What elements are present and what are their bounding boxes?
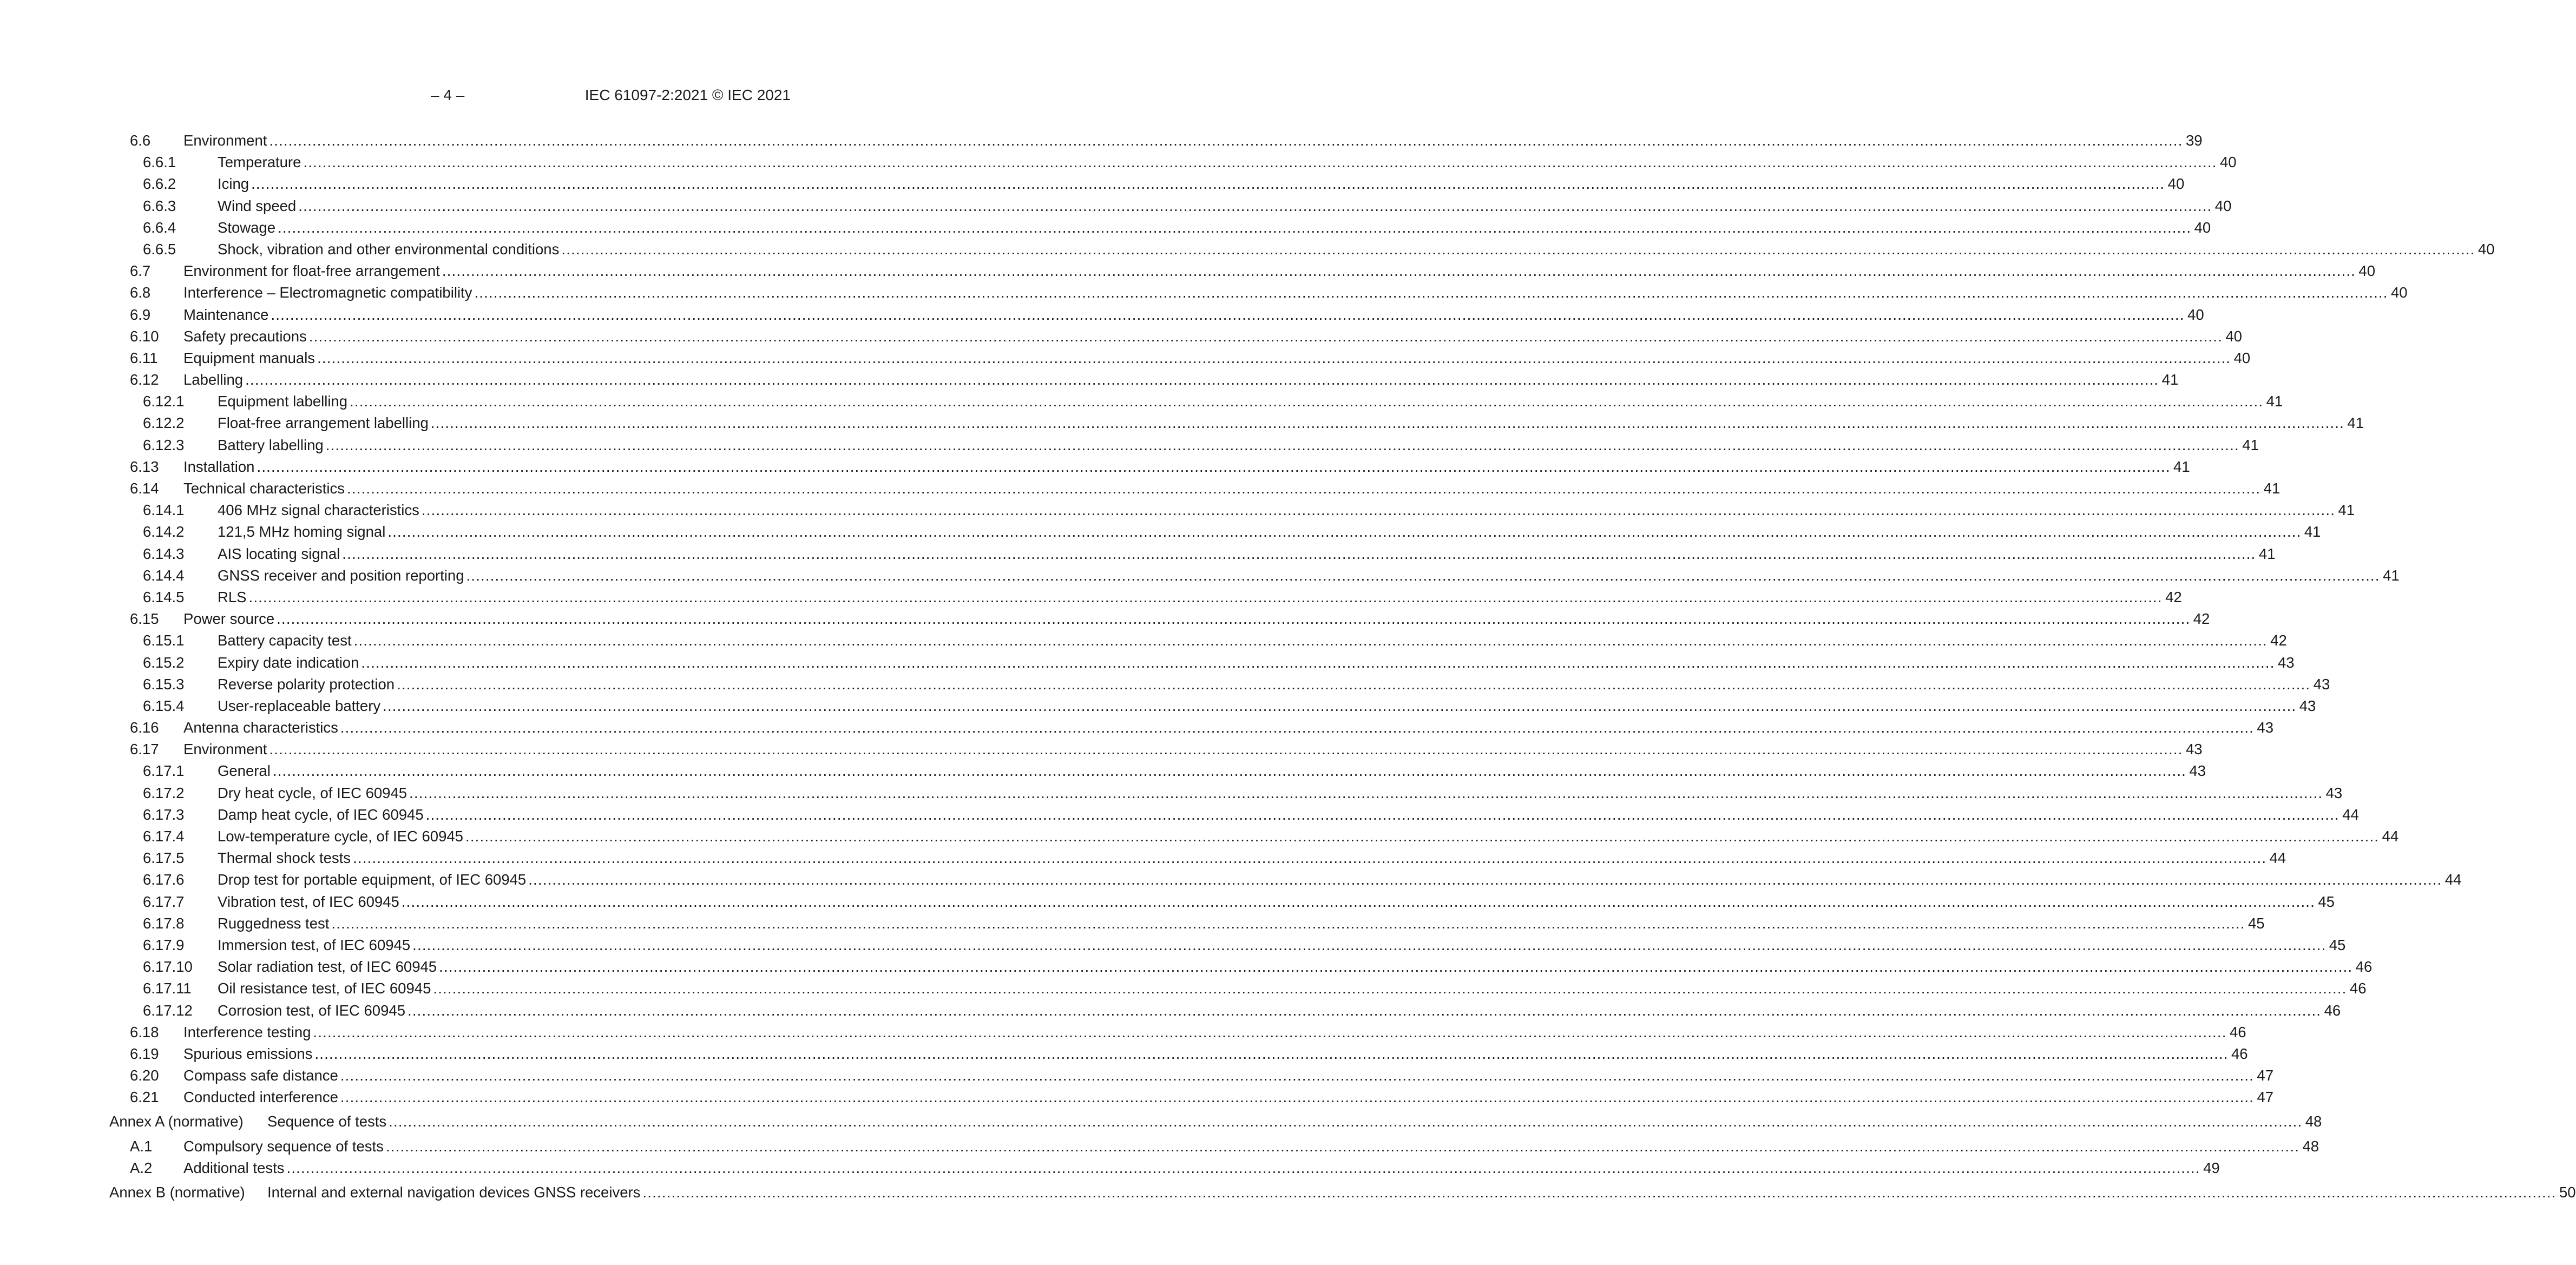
toc-entry-line	[218, 695, 2316, 717]
toc-entry-line	[183, 260, 2375, 282]
toc-entry-number: 6.13	[130, 458, 159, 475]
toc-entry-number: 6.21	[130, 1089, 159, 1106]
toc-entry-title: Ruggedness test	[218, 914, 330, 932]
toc-entry-line	[218, 869, 2462, 891]
toc-entry-number: 6.17.1	[143, 762, 185, 780]
toc-entry[interactable]	[0, 674, 2330, 695]
toc-dot-leader: ................................................................................................................................................................................................................................................................................................................................................................................................................	[251, 175, 2165, 193]
toc-entry-page: 40	[2225, 327, 2242, 345]
toc-entry-number: 6.15.4	[143, 697, 185, 714]
toc-entry-title: Labelling	[183, 371, 244, 388]
toc-entry-number: 6.12.3	[143, 436, 185, 453]
toc-entry[interactable]	[0, 239, 2495, 260]
toc-entry-number: 6.12	[130, 371, 159, 388]
toc-dot-leader: ................................................................................................................................................................................................................................................................................................................................................................................................................	[317, 349, 2231, 366]
toc-entry-title: Internal and external navigation devices GNSS receivers	[267, 1184, 641, 1201]
toc-entry-page: 49	[2203, 1159, 2220, 1176]
toc-entry[interactable]	[0, 499, 2355, 521]
toc-entry[interactable]	[0, 456, 2190, 478]
toc-entry[interactable]	[0, 369, 2179, 391]
toc-entry[interactable]	[0, 260, 2375, 282]
toc-entry[interactable]	[0, 304, 2204, 326]
toc-entry-number: 6.7	[130, 262, 151, 280]
toc-entry-line	[218, 412, 2364, 434]
toc-dot-leader: ................................................................................................................................................................................................................................................................................................................................................................................................................	[466, 566, 2380, 584]
toc-entry-number: 6.16	[130, 719, 159, 736]
toc-entry-page: 41	[2161, 371, 2179, 388]
toc-entry-title: 121,5 MHz homing signal	[218, 523, 386, 541]
toc-entry-number: 6.19	[130, 1045, 159, 1062]
toc-dot-leader: ................................................................................................................................................................................................................................................................................................................................................................................................................	[277, 610, 2191, 628]
toc-entry-page: 46	[2324, 1002, 2341, 1019]
toc-entry-page: 40	[2478, 240, 2495, 258]
toc-entry[interactable]	[0, 652, 2295, 674]
toc-entry-title: Float-free arrangement labelling	[218, 414, 429, 432]
toc-entry-page: 40	[2358, 262, 2375, 280]
toc-entry-line	[218, 565, 2400, 587]
toc-entry-title: Oil resistance test, of IEC 60945	[218, 980, 431, 997]
toc-entry-page: 41	[2173, 458, 2190, 475]
page-number: – 4 –	[431, 87, 465, 103]
toc-entry-number: 6.10	[130, 327, 159, 345]
toc-entry-page: 41	[2347, 414, 2364, 432]
toc-entry-title: Dry heat cycle, of IEC 60945	[218, 784, 408, 801]
toc-entry-title: AIS locating signal	[218, 545, 340, 562]
toc-entry-page: 43	[2189, 762, 2206, 780]
toc-entry[interactable]	[0, 782, 2343, 804]
toc-dot-leader: ................................................................................................................................................................................................................................................................................................................................................................................................................	[401, 893, 2315, 910]
table-of-contents	[0, 130, 2576, 1203]
toc-entry-line	[267, 1111, 2322, 1132]
toc-entry-line	[183, 478, 2281, 499]
toc-entry-number: 6.17.6	[143, 871, 185, 888]
toc-entry-line	[218, 760, 2206, 782]
toc-entry-page: 48	[2305, 1113, 2322, 1130]
toc-entry-page: 48	[2302, 1137, 2319, 1155]
toc-entry-title: Equipment labelling	[218, 393, 348, 410]
toc-entry-page: 42	[2270, 632, 2287, 649]
toc-dot-leader: ................................................................................................................................................................................................................................................................................................................................................................................................................	[269, 132, 2183, 149]
toc-entry-title: User-replaceable battery	[218, 697, 381, 714]
toc-entry-line	[218, 543, 2276, 565]
toc-entry-number: 6.17.8	[143, 914, 185, 932]
toc-entry-page: 43	[2313, 675, 2330, 693]
toc-dot-leader: ................................................................................................................................................................................................................................................................................................................................................................................................................	[421, 502, 2336, 519]
toc-entry-line	[218, 1000, 2341, 1022]
toc-entry[interactable]	[0, 978, 2367, 999]
toc-entry-title: Technical characteristics	[183, 480, 345, 497]
toc-entry-line	[218, 173, 2185, 195]
toc-dot-leader: ................................................................................................................................................................................................................................................................................................................................................................................................................	[361, 654, 2275, 671]
toc-entry-page: 41	[2242, 436, 2259, 453]
toc-entry-page: 40	[2219, 154, 2237, 171]
toc-entry-number: 6.6.5	[143, 240, 176, 258]
toc-entry[interactable]	[0, 521, 2321, 543]
toc-entry-title: Additional tests	[183, 1159, 285, 1176]
toc-entry-number: 6.17.4	[143, 828, 185, 845]
toc-entry[interactable]	[0, 1000, 2341, 1022]
toc-entry-page: 43	[2185, 741, 2203, 758]
toc-entry-page: 46	[2231, 1045, 2248, 1062]
toc-entry-title: Drop test for portable equipment, of IEC 60945	[218, 871, 527, 888]
toc-entry-line	[218, 674, 2330, 695]
toc-entry-page: 46	[2355, 958, 2373, 976]
toc-entry-number: 6.14.5	[143, 588, 185, 605]
toc-entry-page: 46	[2349, 980, 2367, 997]
toc-entry-line	[183, 608, 2210, 630]
toc-entry[interactable]	[0, 347, 2251, 369]
toc-entry-line	[183, 326, 2242, 347]
toc-entry-title: Temperature	[218, 154, 301, 171]
toc-entry-title: Wind speed	[218, 197, 297, 214]
toc-dot-leader: ................................................................................................................................................................................................................................................................................................................................................................................................................	[340, 719, 2254, 736]
toc-dot-leader: ................................................................................................................................................................................................................................................................................................................................................................................................................	[340, 1067, 2254, 1084]
toc-entry-page: 41	[2263, 480, 2281, 497]
toc-entry[interactable]	[0, 826, 2399, 847]
toc-dot-leader: ................................................................................................................................................................................................................................................................................................................................................................................................................	[385, 1137, 2300, 1155]
toc-entry-title: Expiry date indication	[218, 654, 359, 671]
toc-dot-leader: ................................................................................................................................................................................................................................................................................................................................................................................................................	[430, 414, 2344, 432]
toc-entry-number: 6.20	[130, 1067, 159, 1084]
toc-entry[interactable]	[0, 804, 2359, 826]
toc-entry[interactable]	[0, 1157, 2220, 1179]
toc-entry-page: 43	[2277, 654, 2295, 671]
toc-entry-line	[218, 652, 2295, 674]
toc-entry[interactable]	[0, 913, 2265, 934]
toc-entry-title: Low-temperature cycle, of IEC 60945	[218, 828, 463, 845]
toc-dot-leader: ................................................................................................................................................................................................................................................................................................................................................................................................................	[433, 980, 2347, 997]
toc-entry-number: 6.17.12	[143, 1002, 193, 1019]
toc-entry[interactable]	[0, 608, 2210, 630]
toc-entry[interactable]	[0, 891, 2335, 913]
page-header	[0, 87, 895, 108]
toc-entry-title: Equipment manuals	[183, 349, 316, 366]
toc-entry-line	[183, 369, 2179, 391]
toc-entry-line	[218, 521, 2321, 543]
toc-entry-number: 6.6.1	[143, 154, 176, 171]
toc-entry-line	[218, 630, 2287, 651]
toc-entry[interactable]	[0, 869, 2462, 891]
toc-entry[interactable]	[0, 151, 2237, 173]
toc-entry-title: Interference testing	[183, 1023, 311, 1040]
toc-entry-title: Stowage	[218, 219, 276, 236]
toc-entry-title: 406 MHz signal characteristics	[218, 502, 419, 519]
toc-dot-leader: ................................................................................................................................................................................................................................................................................................................................................................................................................	[331, 914, 2245, 932]
toc-entry-page: 44	[2382, 828, 2399, 845]
toc-entry-page: 47	[2257, 1089, 2274, 1106]
toc-entry-number: 6.14.1	[143, 502, 185, 519]
toc-entry-number: 6.14	[130, 480, 159, 497]
toc-entry-line	[218, 847, 2286, 869]
toc-entry-number: 6.17.2	[143, 784, 185, 801]
toc-entry[interactable]	[0, 1136, 2319, 1157]
toc-entry-title: GNSS receiver and position reporting	[218, 566, 464, 584]
toc-entry-line	[218, 891, 2335, 913]
toc-entry-line	[183, 1136, 2319, 1157]
toc-entry-page: 43	[2257, 719, 2273, 736]
toc-entry[interactable]	[0, 412, 2364, 434]
toc-entry[interactable]	[0, 326, 2242, 347]
toc-entry-number: 6.15	[130, 610, 159, 628]
toc-entry-line	[218, 217, 2211, 239]
toc-entry-title: Spurious emissions	[183, 1045, 313, 1062]
toc-entry-line	[183, 1086, 2274, 1108]
toc-entry[interactable]	[0, 717, 2273, 739]
toc-entry[interactable]	[0, 391, 2283, 412]
toc-entry-title: Vibration test, of IEC 60945	[218, 893, 399, 910]
toc-dot-leader: ................................................................................................................................................................................................................................................................................................................................................................................................................	[313, 1023, 2227, 1040]
toc-entry[interactable]	[0, 695, 2316, 717]
toc-entry-line	[218, 782, 2343, 804]
toc-entry-page: 41	[2258, 545, 2276, 562]
toc-entry-number: 6.12.2	[143, 414, 185, 432]
toc-entry-page: 40	[2214, 197, 2232, 214]
toc-entry-number: 6.17	[130, 741, 159, 758]
toc-dot-leader: ................................................................................................................................................................................................................................................................................................................................................................................................................	[397, 675, 2311, 693]
toc-entry-page: 40	[2391, 284, 2408, 301]
toc-entry-page: 44	[2342, 806, 2359, 823]
toc-dot-leader: ................................................................................................................................................................................................................................................................................................................................................................................................................	[308, 327, 2223, 345]
toc-entry-number: Annex A (normative)	[109, 1113, 244, 1130]
toc-entry-page: 40	[2167, 175, 2185, 193]
toc-entry-line	[267, 1182, 2576, 1203]
toc-entry-page: 42	[2193, 610, 2210, 628]
toc-entry-title: RLS	[218, 588, 247, 605]
toc-entry[interactable]	[0, 282, 2408, 304]
toc-dot-leader: ................................................................................................................................................................................................................................................................................................................................................................................................................	[528, 871, 2442, 888]
toc-entry-title: Conducted interference	[183, 1089, 338, 1106]
toc-dot-leader: ................................................................................................................................................................................................................................................................................................................................................................................................................	[409, 784, 2323, 801]
toc-entry-page: 45	[2248, 914, 2265, 932]
toc-entry[interactable]	[0, 587, 2182, 608]
toc-entry-title: Compulsory sequence of tests	[183, 1137, 384, 1155]
toc-entry-number: 6.6	[130, 132, 151, 149]
toc-entry-line	[183, 1157, 2220, 1179]
toc-entry-number: 6.18	[130, 1023, 159, 1040]
toc-entry-title: Maintenance	[183, 306, 269, 323]
toc-dot-leader: ................................................................................................................................................................................................................................................................................................................................................................................................................	[286, 1159, 2200, 1176]
toc-entry-number: 6.17.5	[143, 849, 185, 867]
toc-entry-page: 47	[2257, 1067, 2273, 1084]
toc-entry-line	[218, 913, 2265, 934]
toc-entry-page: 43	[2299, 697, 2316, 714]
toc-dot-leader: ................................................................................................................................................................................................................................................................................................................................................................................................................	[248, 588, 2163, 605]
standard-reference: IEC 61097-2:2021 © IEC 2021	[584, 87, 791, 103]
toc-dot-leader: ................................................................................................................................................................................................................................................................................................................................................................................................................	[474, 284, 2388, 301]
toc-entry[interactable]	[0, 934, 2346, 956]
toc-dot-leader: ................................................................................................................................................................................................................................................................................................................................................................................................................	[257, 458, 2171, 475]
toc-entry-line	[218, 151, 2237, 173]
toc-entry-number: Annex B (normative)	[109, 1184, 245, 1201]
toc-entry-line	[183, 347, 2251, 369]
toc-entry-number: 6.14.2	[143, 523, 185, 541]
toc-entry-title: Interference – Electromagnetic compatibility	[183, 284, 472, 301]
toc-entry-title: Sequence of tests	[267, 1113, 387, 1130]
toc-entry-number: 6.8	[130, 284, 151, 301]
toc-dot-leader: ................................................................................................................................................................................................................................................................................................................................................................................................................	[347, 480, 2261, 497]
toc-entry-number: 6.14.3	[143, 545, 185, 562]
toc-dot-leader: ................................................................................................................................................................................................................................................................................................................................................................................................................	[325, 436, 2239, 453]
toc-entry[interactable]	[0, 543, 2276, 565]
toc-entry-title: Installation	[183, 458, 255, 475]
toc-entry-number: 6.15.2	[143, 654, 185, 671]
toc-entry-line	[183, 282, 2408, 304]
toc-entry[interactable]	[0, 434, 2259, 456]
toc-entry-page: 44	[2444, 871, 2462, 888]
toc-entry-line	[183, 1065, 2273, 1086]
toc-entry-line	[183, 717, 2273, 739]
toc-entry-number: 6.17.9	[143, 936, 185, 953]
toc-entry-line	[218, 391, 2283, 412]
toc-entry-title: Antenna characteristics	[183, 719, 338, 736]
toc-entry-line	[183, 130, 2203, 151]
toc-entry-line	[183, 1043, 2248, 1065]
toc-entry-title: Battery labelling	[218, 436, 324, 453]
toc-entry-line	[218, 499, 2355, 521]
toc-entry-page: 41	[2338, 502, 2355, 519]
toc-dot-leader: ................................................................................................................................................................................................................................................................................................................................................................................................................	[383, 697, 2297, 714]
toc-entry-number: A.1	[130, 1137, 153, 1155]
toc-entry[interactable]	[0, 173, 2185, 195]
toc-dot-leader: ................................................................................................................................................................................................................................................................................................................................................................................................................	[245, 371, 2159, 388]
toc-entry-line	[218, 195, 2232, 217]
toc-dot-leader: ................................................................................................................................................................................................................................................................................................................................................................................................................	[272, 762, 2186, 780]
toc-entry-page: 40	[2233, 349, 2251, 366]
toc-dot-leader: ................................................................................................................................................................................................................................................................................................................................................................................................................	[353, 849, 2267, 867]
toc-entry[interactable]	[0, 1086, 2274, 1108]
toc-entry[interactable]	[0, 1111, 2322, 1132]
toc-entry-title: General	[218, 762, 271, 780]
toc-entry-title: Corrosion test, of IEC 60945	[218, 1002, 405, 1019]
toc-entry-title: Solar radiation test, of IEC 60945	[218, 958, 437, 976]
toc-entry[interactable]	[0, 1022, 2246, 1043]
toc-entry-number: A.2	[130, 1159, 153, 1176]
toc-entry[interactable]	[0, 1043, 2248, 1065]
toc-entry-number: 6.6.2	[143, 175, 176, 193]
toc-dot-leader: ................................................................................................................................................................................................................................................................................................................................................................................................................	[271, 306, 2185, 323]
toc-dot-leader: ................................................................................................................................................................................................................................................................................................................................................................................................................	[425, 806, 2340, 823]
toc-entry-line	[218, 826, 2399, 847]
toc-dot-leader: ................................................................................................................................................................................................................................................................................................................................................................................................................	[298, 197, 2212, 214]
toc-entry-page: 46	[2229, 1023, 2246, 1040]
toc-entry-title: Shock, vibration and other environmental conditions	[218, 240, 560, 258]
toc-entry-line	[218, 804, 2359, 826]
toc-entry-page: 44	[2269, 849, 2286, 867]
toc-entry-number: 6.15.3	[143, 675, 185, 693]
toc-dot-leader: ................................................................................................................................................................................................................................................................................................................................................................................................................	[342, 545, 2256, 562]
toc-entry-page: 41	[2266, 393, 2283, 410]
toc-dot-leader: ................................................................................................................................................................................................................................................................................................................................................................................................................	[278, 219, 2192, 236]
toc-entry-page: 45	[2329, 936, 2346, 953]
toc-dot-leader: ................................................................................................................................................................................................................................................................................................................................................................................................................	[439, 958, 2353, 976]
toc-entry-page: 42	[2165, 588, 2182, 605]
toc-entry[interactable]	[0, 739, 2203, 760]
toc-entry-title: Environment for float-free arrangement	[183, 262, 440, 280]
toc-entry-line	[218, 434, 2259, 456]
toc-entry-line	[218, 934, 2346, 956]
toc-entry-page: 41	[2383, 566, 2400, 584]
toc-entry[interactable]	[0, 195, 2232, 217]
toc-entry-line	[183, 1022, 2246, 1043]
toc-entry-number: 6.9	[130, 306, 151, 323]
toc-entry[interactable]	[0, 847, 2286, 869]
toc-entry-number: 6.6.3	[143, 197, 176, 214]
toc-dot-leader: ................................................................................................................................................................................................................................................................................................................................................................................................................	[442, 262, 2356, 280]
toc-dot-leader: ................................................................................................................................................................................................................................................................................................................................................................................................................	[350, 393, 2264, 410]
toc-entry[interactable]	[0, 630, 2287, 651]
toc-entry[interactable]	[0, 956, 2373, 978]
toc-entry[interactable]	[0, 1065, 2273, 1086]
toc-entry-title: Power source	[183, 610, 275, 628]
toc-dot-leader: ................................................................................................................................................................................................................................................................................................................................................................................................................	[642, 1184, 2557, 1201]
toc-entry[interactable]	[0, 478, 2281, 499]
toc-entry[interactable]	[0, 760, 2206, 782]
toc-entry-title: Environment	[183, 741, 267, 758]
toc-entry-page: 41	[2304, 523, 2321, 541]
toc-entry-title: Damp heat cycle, of IEC 60945	[218, 806, 424, 823]
toc-entry-title: Reverse polarity protection	[218, 675, 395, 693]
toc-entry-number: 6.17.10	[143, 958, 193, 976]
toc-entry-line	[218, 239, 2495, 260]
toc-entry-line	[218, 956, 2373, 978]
toc-dot-leader: ................................................................................................................................................................................................................................................................................................................................................................................................................	[412, 936, 2327, 953]
toc-entry-title: Battery capacity test	[218, 632, 352, 649]
toc-entry-title: Immersion test, of IEC 60945	[218, 936, 411, 953]
toc-entry[interactable]	[0, 1182, 2576, 1203]
toc-entry-line	[183, 456, 2190, 478]
toc-dot-leader: ................................................................................................................................................................................................................................................................................................................................................................................................................	[408, 1002, 2322, 1019]
toc-dot-leader: ................................................................................................................................................................................................................................................................................................................................................................................................................	[314, 1045, 2229, 1062]
toc-entry-number: 6.12.1	[143, 393, 185, 410]
toc-dot-leader: ................................................................................................................................................................................................................................................................................................................................................................................................................	[269, 741, 2183, 758]
toc-entry-number: 6.11	[130, 349, 158, 366]
toc-entry-number: 6.15.1	[143, 632, 185, 649]
toc-entry-number: 6.14.4	[143, 566, 185, 584]
toc-entry-page: 43	[2325, 784, 2343, 801]
toc-entry-title: Safety precautions	[183, 327, 307, 345]
toc-dot-leader: ................................................................................................................................................................................................................................................................................................................................................................................................................	[340, 1089, 2255, 1106]
toc-dot-leader: ................................................................................................................................................................................................................................................................................................................................................................................................................	[303, 154, 2217, 171]
toc-entry[interactable]	[0, 130, 2203, 151]
toc-dot-leader: ................................................................................................................................................................................................................................................................................................................................................................................................................	[465, 828, 2380, 845]
toc-entry-line	[183, 739, 2203, 760]
toc-entry-page: 50	[2559, 1184, 2576, 1201]
toc-entry-title: Compass safe distance	[183, 1067, 338, 1084]
toc-entry-number: 6.6.4	[143, 219, 176, 236]
toc-entry-title: Thermal shock tests	[218, 849, 351, 867]
toc-entry-page: 40	[2194, 219, 2211, 236]
toc-dot-leader: ................................................................................................................................................................................................................................................................................................................................................................................................................	[387, 523, 2302, 541]
toc-entry-page: 39	[2185, 132, 2203, 149]
toc-entry-title: Icing	[218, 175, 249, 193]
toc-entry-number: 6.17.7	[143, 893, 185, 910]
toc-entry-line	[218, 978, 2367, 999]
toc-dot-leader: ................................................................................................................................................................................................................................................................................................................................................................................................................	[353, 632, 2268, 649]
toc-entry-page: 40	[2187, 306, 2204, 323]
toc-entry[interactable]	[0, 217, 2211, 239]
toc-entry[interactable]	[0, 565, 2400, 587]
toc-entry-line	[183, 304, 2204, 326]
toc-entry-number: 6.17.11	[143, 980, 192, 997]
toc-entry-line	[218, 587, 2182, 608]
toc-entry-page: 45	[2318, 893, 2335, 910]
toc-dot-leader: ................................................................................................................................................................................................................................................................................................................................................................................................................	[561, 240, 2475, 258]
toc-entry-number: 6.17.3	[143, 806, 185, 823]
toc-dot-leader: ................................................................................................................................................................................................................................................................................................................................................................................................................	[389, 1113, 2303, 1130]
toc-entry-title: Environment	[183, 132, 267, 149]
